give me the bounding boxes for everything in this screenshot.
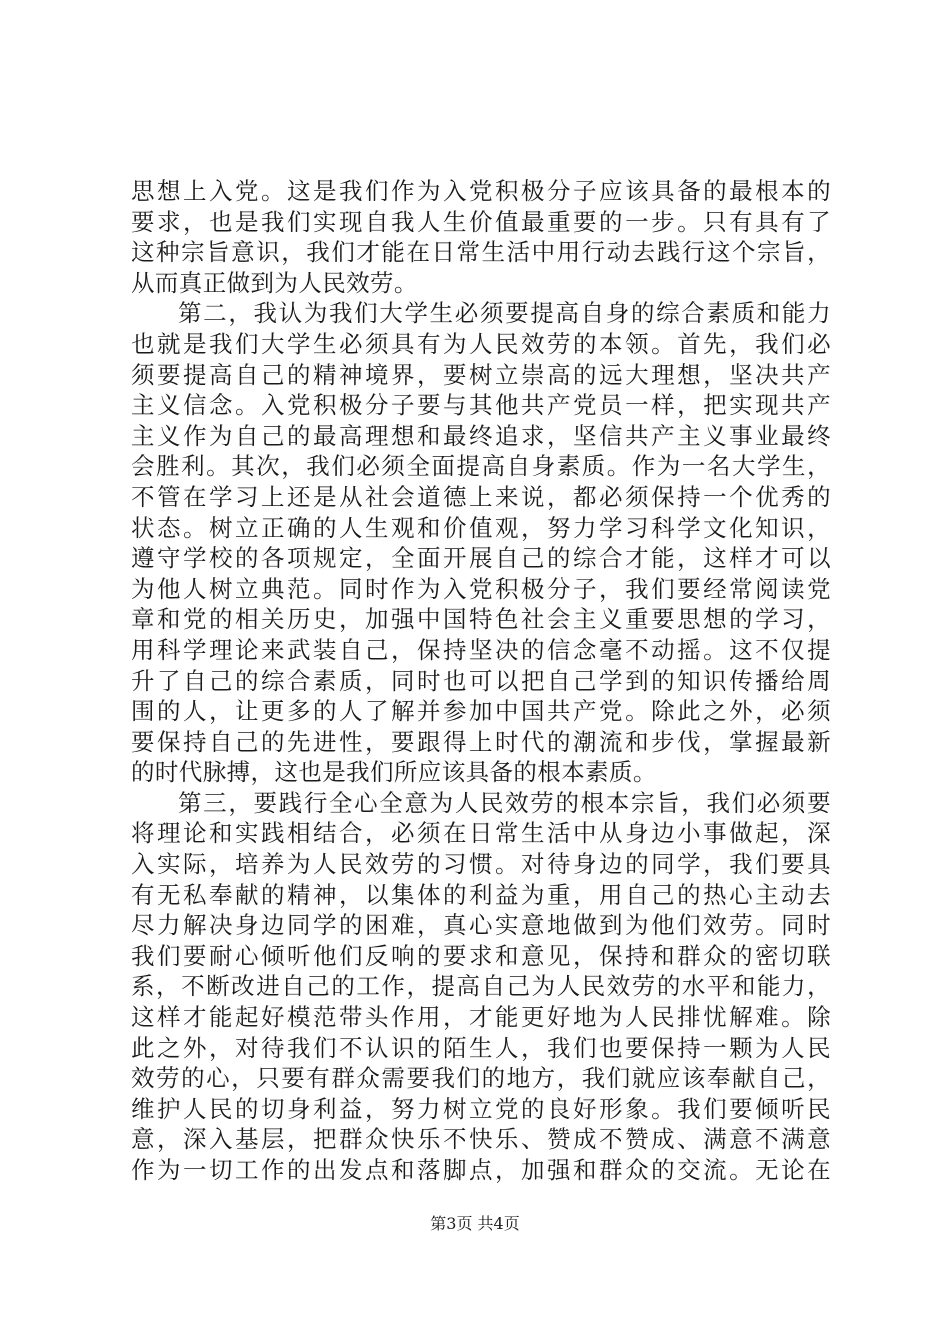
text-line: 用科学理论来武装自己，保持坚决的信念毫不动摇。这不仅提 [131,635,831,664]
text-line: 作为一切工作的出发点和落脚点，加强和群众的交流。无论在 [131,1156,831,1184]
text-line: 的时代脉搏，这也是我们所应该具备的根本素质。 [131,758,657,787]
text-line: 维护人民的切身利益，努力树立党的良好形象。我们要倾听民 [131,1094,831,1123]
text-line: 有无私奉献的精神，以集体的利益为重，用自己的热心主动去 [131,880,831,909]
document-body [131,176,831,1186]
text-line: 遵守学校的各项规定，全面开展自己的综合才能，这样才可以 [131,544,831,573]
text-line: 要保持自己的先进性，要跟得上时代的潮流和步伐，掌握最新 [131,727,831,756]
text-line: 章和党的相关历史，加强中国特色社会主义重要思想的学习， [131,605,831,634]
text-line: 这样才能起好模范带头作用，才能更好地为人民排忧解难。除 [131,1003,831,1032]
text-line: 思想上入党。这是我们作为入党积极分子应该具备的最根本的 [131,177,831,205]
text-line: 我们要耐心倾听他们反响的要求和意见，保持和群众的密切联 [131,941,831,970]
text-line: 此之外，对待我们不认识的陌生人，我们也要保持一颗为人民 [131,1033,831,1062]
text-line: 将理论和实践相结合，必须在日常生活中从身边小事做起，深 [131,819,831,848]
text-line: 入实际，培养为人民效劳的习惯。对待身边的同学，我们要具 [131,850,831,879]
page-footer: 第3页 共4页 [430,1214,520,1233]
text-line: 会胜利。其次，我们必须全面提高自身素质。作为一名大学生， [131,452,831,481]
text-line: 这种宗旨意识，我们才能在日常生活中用行动去践行这个宗旨， [131,238,831,267]
text-line: 不管在学习上还是从社会道德上来说，都必须保持一个优秀的 [131,482,831,511]
text-line: 须要提高自己的精神境界，要树立崇高的远大理想，坚决共产 [131,360,831,389]
text-line: 状态。树立正确的人生观和价值观，努力学习科学文化知识， [131,513,831,542]
text-line: 第三，要践行全心全意为人民效劳的根本宗旨，我们必须要 [178,788,831,817]
text-line: 升了自己的综合素质，同时也可以把自己学到的知识传播给周 [131,666,831,695]
text-line: 第二，我认为我们大学生必须要提高自身的综合素质和能力 [178,299,831,328]
text-line: 主义作为自己的最高理想和最终追求，坚信共产主义事业最终 [131,421,831,450]
text-line: 为他人树立典范。同时作为入党积极分子，我们要经常阅读党 [131,574,831,603]
text-line: 尽力解决身边同学的困难，真心实意地做到为他们效劳。同时 [131,911,831,940]
text-line: 意，深入基层，把群众快乐不快乐、赞成不赞成、满意不满意 [131,1125,831,1154]
text-line: 围的人，让更多的人了解并参加中国共产党。除此之外，必须 [131,697,831,726]
text-line: 从而真正做到为人民效劳。 [131,268,418,297]
text-line: 要求，也是我们实现自我人生价值最重要的一步。只有具有了 [131,207,831,236]
text-line: 主义信念。入党积极分子要与其他共产党员一样，把实现共产 [131,391,831,420]
text-line: 系，不断改进自己的工作，提高自己为人民效劳的水平和能力， [131,972,831,1001]
text-line: 效劳的心，只要有群众需要我们的地方，我们就应该奉献自己， [131,1064,831,1093]
text-line: 也就是我们大学生必须具有为人民效劳的本领。首先，我们必 [131,329,831,358]
